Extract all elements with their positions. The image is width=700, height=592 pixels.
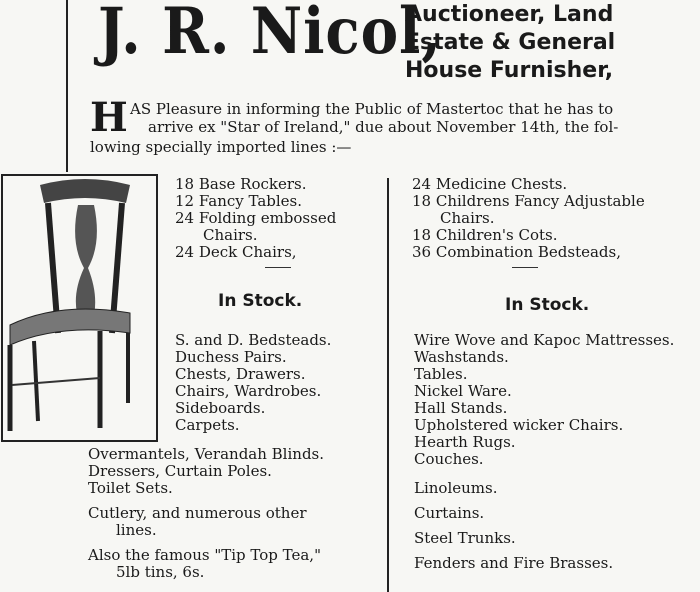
list-item: Chairs. — [440, 209, 495, 227]
list-item: 24 Folding embossed — [175, 209, 337, 227]
list-item: lines. — [116, 521, 157, 539]
intro-line: lowing specially imported lines :— — [90, 138, 352, 156]
list-item: Toilet Sets. — [88, 479, 173, 497]
list-item: Fenders and Fire Brasses. — [414, 554, 614, 572]
chair-illustration — [0, 173, 160, 443]
list-item: Steel Trunks. — [414, 529, 516, 547]
role-line: Estate & General — [405, 30, 616, 55]
list-item: Chests, Drawers. — [175, 365, 306, 383]
left-column-rule — [66, 0, 68, 172]
list-item: Hall Stands. — [414, 399, 508, 417]
list-item: Also the famous "Tip Top Tea," — [88, 546, 321, 564]
list-item: Wire Wove and Kapoc Mattresses. — [414, 331, 675, 349]
list-item: Hearth Rugs. — [414, 433, 516, 451]
list-item: 24 Medicine Chests. — [412, 175, 568, 193]
divider — [265, 267, 291, 268]
list-item: Tables. — [414, 365, 468, 383]
list-item: Duchess Pairs. — [175, 348, 287, 366]
list-item: Nickel Ware. — [414, 382, 512, 400]
list-item: Chairs, Wardrobes. — [175, 382, 322, 400]
list-item: Overmantels, Verandah Blinds. — [88, 445, 325, 463]
in-stock-list-left-lower — [88, 446, 324, 581]
list-item: Curtains. — [414, 504, 485, 522]
in-stock-heading: In Stock. — [218, 291, 303, 311]
list-item: 18 Base Rockers. — [175, 175, 307, 193]
in-stock-heading: In Stock. — [505, 295, 590, 315]
intro-line: AS Pleasure in informing the Public of Mastertoc that he has to — [130, 100, 614, 118]
list-item: Sideboards. — [175, 399, 266, 417]
list-item: Linoleums. — [414, 479, 498, 497]
list-item: 36 Combination Bedsteads, — [412, 243, 621, 261]
advertiser-roles — [405, 1, 615, 85]
imported-lines-left — [175, 176, 336, 274]
list-item: 18 Childrens Fancy Adjustable — [412, 192, 645, 210]
drop-cap: H — [90, 94, 128, 141]
list-item: Washstands. — [414, 348, 509, 366]
divider — [512, 267, 538, 268]
role-line: House Furnisher, — [405, 58, 614, 83]
list-item: Dressers, Curtain Poles. — [88, 462, 272, 480]
advertiser-name: J. R. Nicol, — [98, 0, 442, 69]
intro-line: arrive ex "Star of Ireland," due about November 14th, the fol- — [148, 118, 619, 136]
imported-lines-right — [412, 176, 645, 274]
role-line: Auctioneer, Land — [405, 2, 614, 27]
list-item: Carpets. — [175, 416, 240, 434]
in-stock-list-left — [175, 332, 331, 434]
list-item: Upholstered wicker Chairs. — [414, 416, 624, 434]
list-item: S. and D. Bedsteads. — [175, 331, 332, 349]
list-item: 18 Children's Cots. — [412, 226, 558, 244]
list-item: Couches. — [414, 450, 484, 468]
list-item: 12 Fancy Tables. — [175, 192, 303, 210]
middle-column-rule — [387, 178, 389, 592]
in-stock-list-right — [414, 332, 674, 572]
list-item: 24 Deck Chairs, — [175, 243, 297, 261]
list-item: 5lb tins, 6s. — [116, 563, 205, 581]
list-item: Chairs. — [203, 226, 258, 244]
list-item: Cutlery, and numerous other — [88, 504, 307, 522]
